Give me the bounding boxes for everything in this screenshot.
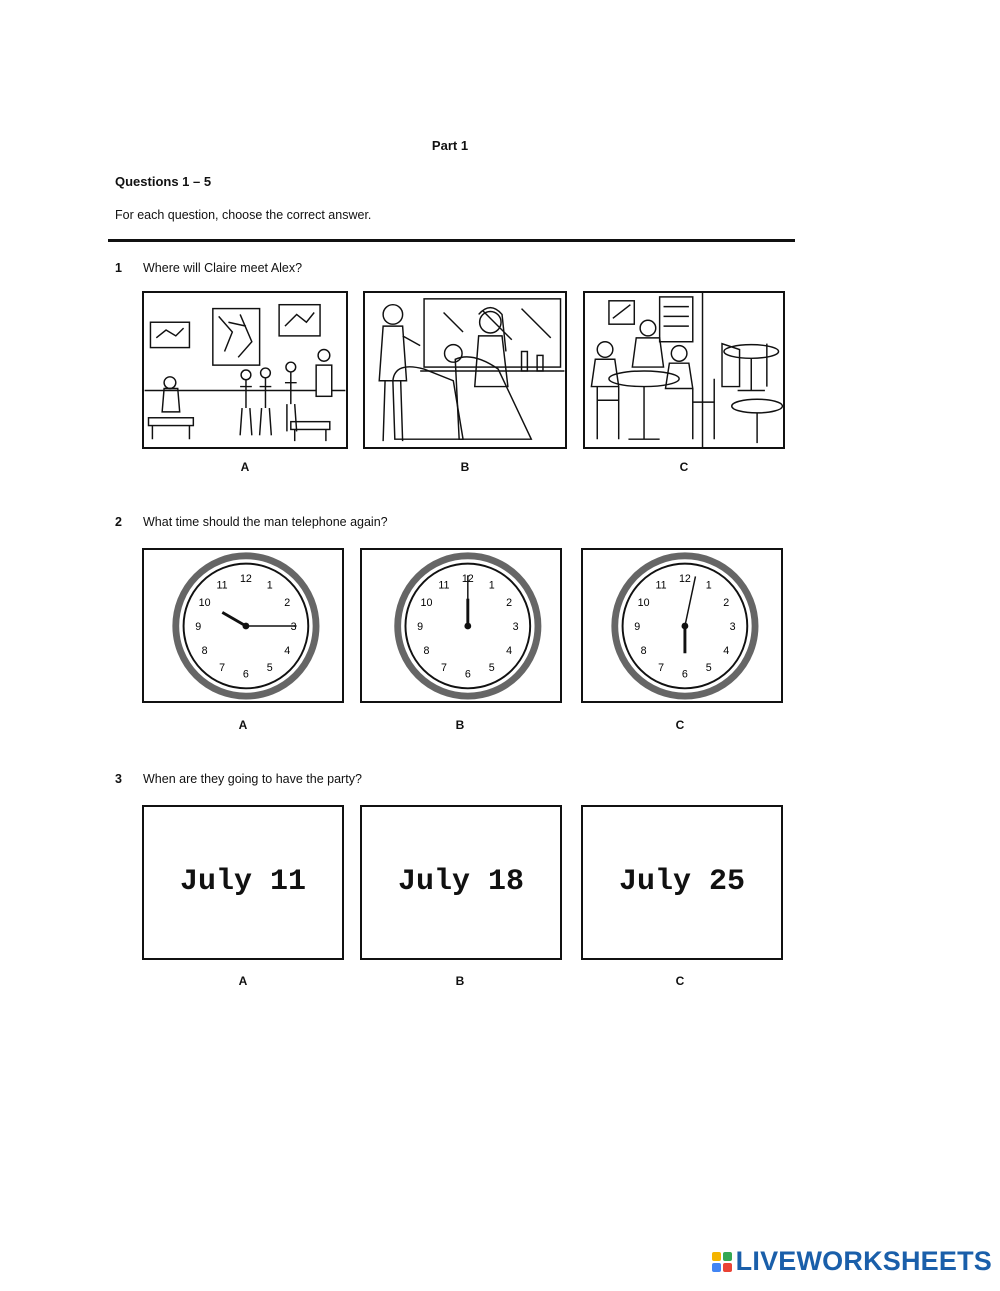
question-3-option-c-box[interactable]: [581, 805, 783, 960]
liveworksheets-logo-icon: [712, 1252, 732, 1272]
question-2-option-c-clock[interactable]: [581, 548, 783, 703]
clock-number: 7: [440, 662, 447, 675]
clock-number: 2: [723, 597, 730, 610]
question-2-number: 2: [115, 515, 122, 529]
question-3-option-c-date: July 25: [618, 865, 746, 899]
question-2-label-c: C: [675, 718, 685, 732]
clock-number: 1: [705, 579, 712, 592]
clock-number: 11: [655, 579, 667, 592]
clock-number: 12: [678, 573, 691, 586]
clock-number: 9: [417, 620, 424, 633]
clock-number: 6: [464, 668, 471, 681]
question-3-label-a: A: [238, 974, 248, 988]
question-3-label-b: B: [455, 974, 465, 988]
clock-number: 10: [420, 597, 433, 610]
clock-number: 6: [242, 668, 249, 681]
question-1-text: Where will Claire meet Alex?: [143, 261, 303, 275]
clock-number: 8: [640, 644, 647, 657]
divider-rule: [108, 239, 795, 242]
clock-number: 12: [239, 573, 252, 586]
liveworksheets-logo-text: LIVEWORKSHEETS: [735, 1246, 992, 1276]
clock-number: 2: [284, 597, 291, 610]
question-1-option-a-gallery-picture[interactable]: [142, 291, 348, 449]
question-1-option-c-cafe-picture[interactable]: [583, 291, 785, 449]
clock-number: 8: [201, 644, 208, 657]
question-2-text: What time should the man telephone again?: [143, 515, 388, 529]
question-1-label-a: A: [240, 460, 250, 474]
clock-number: 5: [266, 662, 273, 675]
clock-number: 3: [512, 620, 519, 633]
question-2-label-a: A: [238, 718, 248, 732]
clock-number: 2: [506, 597, 513, 610]
clock-number: 10: [198, 597, 211, 610]
clock-number: 4: [506, 644, 513, 657]
clock-number: 12: [461, 573, 474, 586]
question-2-option-a-clock[interactable]: [142, 548, 344, 703]
clock-number: 1: [488, 579, 495, 592]
questions-heading: Questions 1 – 5: [115, 174, 212, 189]
clock-number: 10: [637, 597, 650, 610]
question-1-number: 1: [115, 261, 122, 275]
question-3-number: 3: [115, 772, 122, 786]
question-1-label-c: C: [679, 460, 689, 474]
clock-number: 7: [219, 662, 226, 675]
part-title: Part 1: [431, 138, 469, 153]
question-3-option-a-box[interactable]: [142, 805, 344, 960]
question-3-option-a-date: July 11: [179, 865, 307, 899]
clock-number: 11: [438, 579, 450, 592]
clock-number: 1: [266, 579, 273, 592]
clock-number: 3: [290, 620, 297, 633]
clock-number: 11: [216, 579, 228, 592]
question-3-text: When are they going to have the party?: [143, 772, 362, 786]
question-2-option-b-clock[interactable]: [360, 548, 562, 703]
clock-number: 6: [681, 668, 688, 681]
clock-number: 8: [423, 644, 430, 657]
question-3-label-c: C: [675, 974, 685, 988]
question-1-option-b-hairdresser-picture[interactable]: [363, 291, 567, 449]
clock-number: 4: [723, 644, 730, 657]
question-2-label-b: B: [455, 718, 465, 732]
clock-number: 5: [705, 662, 712, 675]
question-3-option-b-date: July 18: [397, 865, 525, 899]
instruction-text: For each question, choose the correct answer.: [115, 208, 372, 222]
clock-number: 9: [634, 620, 641, 633]
clock-number: 4: [284, 644, 291, 657]
clock-number: 3: [729, 620, 736, 633]
clock-number: 5: [488, 662, 495, 675]
clock-number: 9: [195, 620, 202, 633]
clock-number: 7: [658, 662, 665, 675]
question-1-label-b: B: [460, 460, 470, 474]
question-3-option-b-box[interactable]: [360, 805, 562, 960]
liveworksheets-logo[interactable]: [712, 1246, 992, 1277]
